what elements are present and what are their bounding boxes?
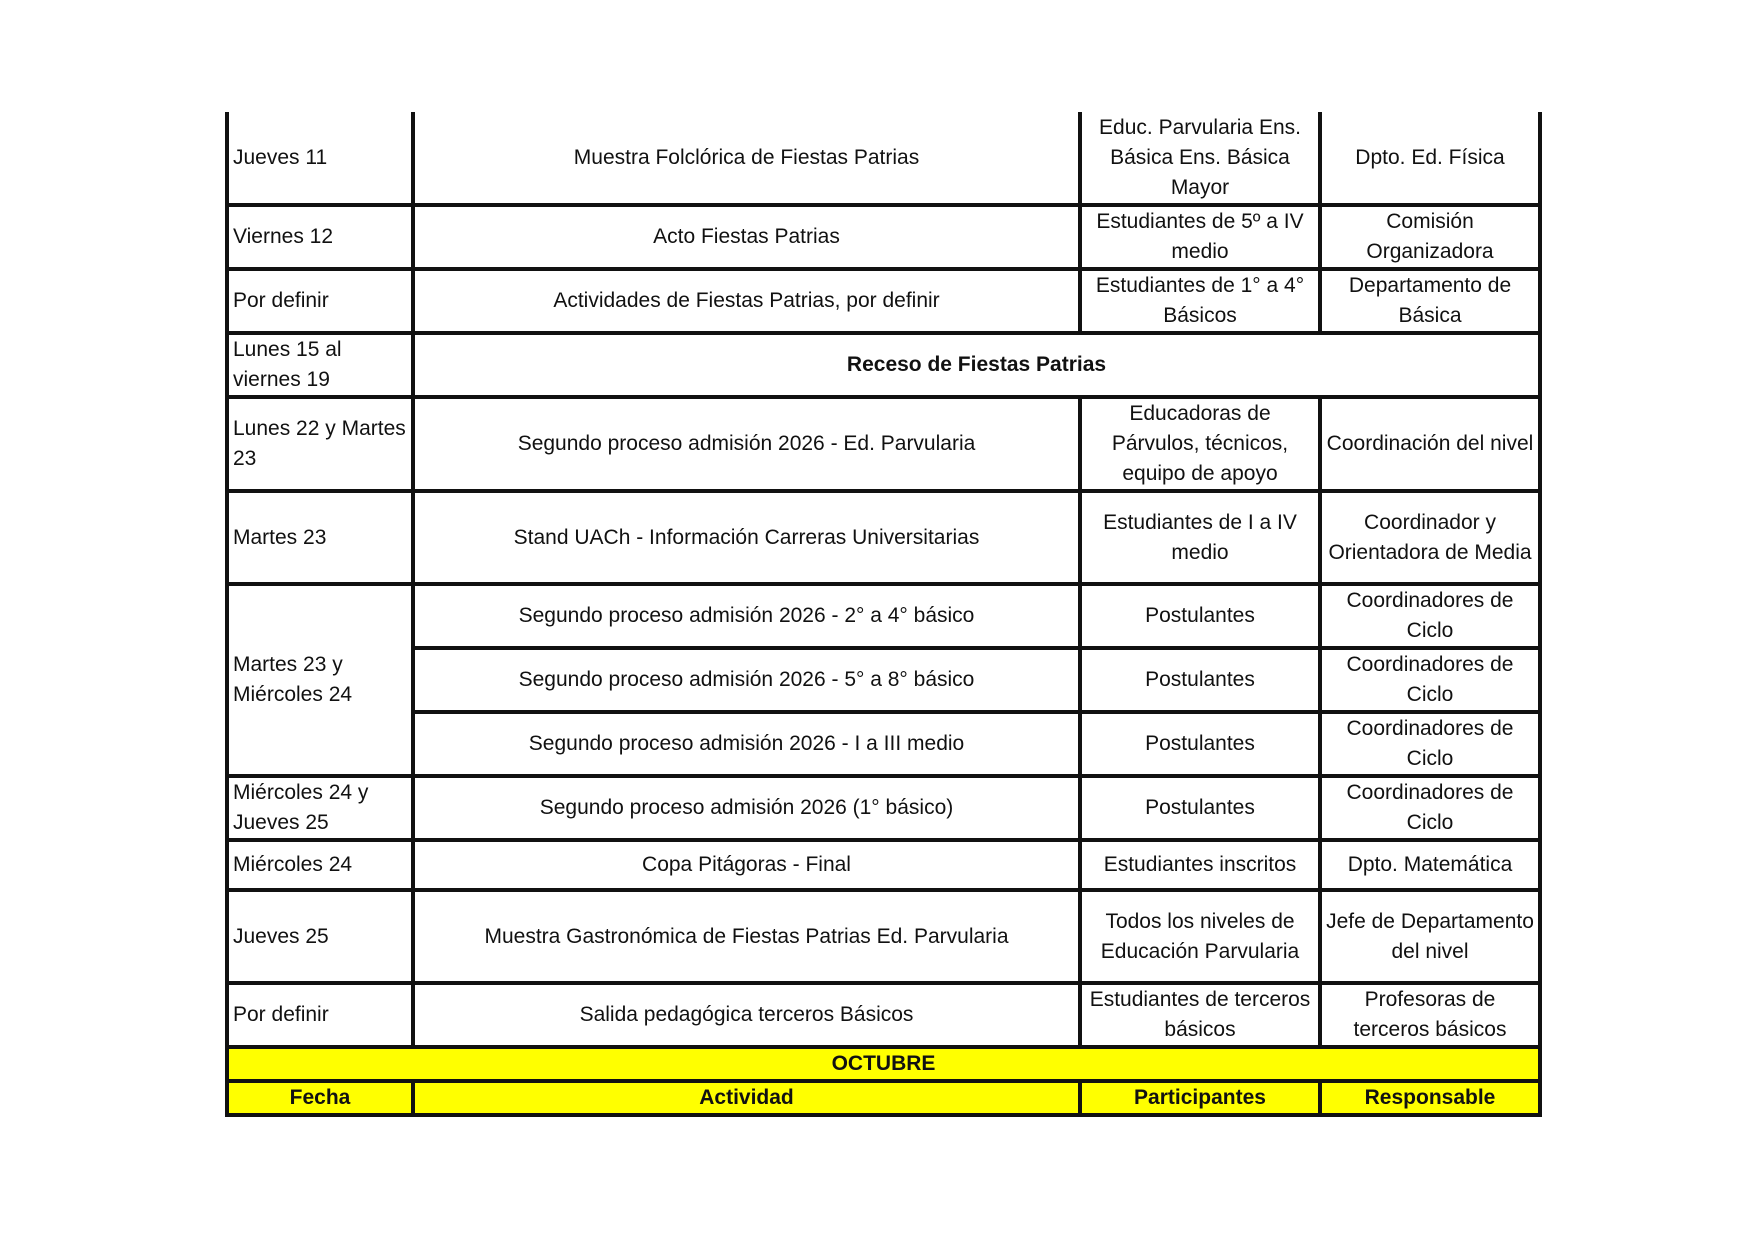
activity-cell: Segundo proceso admisión 2026 (1° básico) xyxy=(413,776,1080,840)
date-cell: Martes 23 y Miércoles 24 xyxy=(227,584,413,776)
activity-cell: Segundo proceso admisión 2026 - 5° a 8° básico xyxy=(413,648,1080,712)
recess-cell: Receso de Fiestas Patrias xyxy=(413,333,1540,397)
table-row xyxy=(227,491,1540,584)
participants-cell: Educ. Parvularia Ens. Básica Ens. Básica Mayor xyxy=(1080,112,1320,205)
date-cell: Por definir xyxy=(227,269,413,333)
table-row xyxy=(227,205,1540,269)
table-row xyxy=(227,333,1540,397)
responsible-cell: Dpto. Ed. Física xyxy=(1320,112,1540,205)
participants-cell: Postulantes xyxy=(1080,712,1320,776)
header-row xyxy=(227,1081,1540,1115)
date-cell: Lunes 15 al viernes 19 xyxy=(227,333,413,397)
date-cell: Lunes 22 y Martes 23 xyxy=(227,397,413,491)
table-row xyxy=(227,983,1540,1047)
table-row xyxy=(227,776,1540,840)
activity-cell: Segundo proceso admisión 2026 - I a III medio xyxy=(413,712,1080,776)
responsible-cell: Coordinadores de Ciclo xyxy=(1320,712,1540,776)
table-row xyxy=(227,584,1540,648)
responsible-cell: Coordinación del nivel xyxy=(1320,397,1540,491)
participants-cell: Estudiantes de I a IV medio xyxy=(1080,491,1320,584)
participants-cell: Educadoras de Párvulos, técnicos, equipo de apoyo xyxy=(1080,397,1320,491)
participants-cell: Postulantes xyxy=(1080,584,1320,648)
table-row xyxy=(227,397,1540,491)
activity-cell: Stand UACh - Información Carreras Universitarias xyxy=(413,491,1080,584)
participants-cell: Todos los niveles de Educación Parvularia xyxy=(1080,890,1320,983)
header-fecha: Fecha xyxy=(227,1081,413,1115)
responsible-cell: Departamento de Básica xyxy=(1320,269,1540,333)
date-cell: Martes 23 xyxy=(227,491,413,584)
activity-cell: Muestra Folclórica de Fiestas Patrias xyxy=(413,112,1080,205)
responsible-cell: Comisión Organizadora xyxy=(1320,205,1540,269)
participants-cell: Estudiantes de 5º a IV medio xyxy=(1080,205,1320,269)
month-heading-row xyxy=(227,1047,1540,1081)
date-cell: Jueves 11 xyxy=(227,112,413,205)
schedule-sheet xyxy=(225,112,1538,1117)
responsible-cell: Jefe de Departamento del nivel xyxy=(1320,890,1540,983)
participants-cell: Estudiantes inscritos xyxy=(1080,840,1320,890)
responsible-cell: Coordinadores de Ciclo xyxy=(1320,776,1540,840)
activities-table xyxy=(225,112,1542,1117)
responsible-cell: Coordinadores de Ciclo xyxy=(1320,584,1540,648)
participants-cell: Estudiantes de 1° a 4° Básicos xyxy=(1080,269,1320,333)
date-cell: Jueves 25 xyxy=(227,890,413,983)
activity-cell: Acto Fiestas Patrias xyxy=(413,205,1080,269)
table-row xyxy=(227,269,1540,333)
participants-cell: Postulantes xyxy=(1080,776,1320,840)
activity-cell: Salida pedagógica terceros Básicos xyxy=(413,983,1080,1047)
table-row xyxy=(227,112,1540,205)
participants-cell: Estudiantes de terceros básicos xyxy=(1080,983,1320,1047)
table-row xyxy=(227,712,1540,776)
month-heading: OCTUBRE xyxy=(227,1047,1540,1081)
date-cell: Por definir xyxy=(227,983,413,1047)
header-participantes: Participantes xyxy=(1080,1081,1320,1115)
table-row xyxy=(227,890,1540,983)
responsible-cell: Coordinador y Orientadora de Media xyxy=(1320,491,1540,584)
activity-cell: Copa Pitágoras - Final xyxy=(413,840,1080,890)
activity-cell: Segundo proceso admisión 2026 - 2° a 4° básico xyxy=(413,584,1080,648)
activity-cell: Actividades de Fiestas Patrias, por definir xyxy=(413,269,1080,333)
date-cell: Miércoles 24 y Jueves 25 xyxy=(227,776,413,840)
header-responsable: Responsable xyxy=(1320,1081,1540,1115)
table-row xyxy=(227,840,1540,890)
activity-cell: Segundo proceso admisión 2026 - Ed. Parvularia xyxy=(413,397,1080,491)
responsible-cell: Dpto. Matemática xyxy=(1320,840,1540,890)
date-cell: Viernes 12 xyxy=(227,205,413,269)
date-cell: Miércoles 24 xyxy=(227,840,413,890)
responsible-cell: Profesoras de terceros básicos xyxy=(1320,983,1540,1047)
header-actividad: Actividad xyxy=(413,1081,1080,1115)
table-row xyxy=(227,648,1540,712)
activity-cell: Muestra Gastronómica de Fiestas Patrias Ed. Parvularia xyxy=(413,890,1080,983)
responsible-cell: Coordinadores de Ciclo xyxy=(1320,648,1540,712)
participants-cell: Postulantes xyxy=(1080,648,1320,712)
